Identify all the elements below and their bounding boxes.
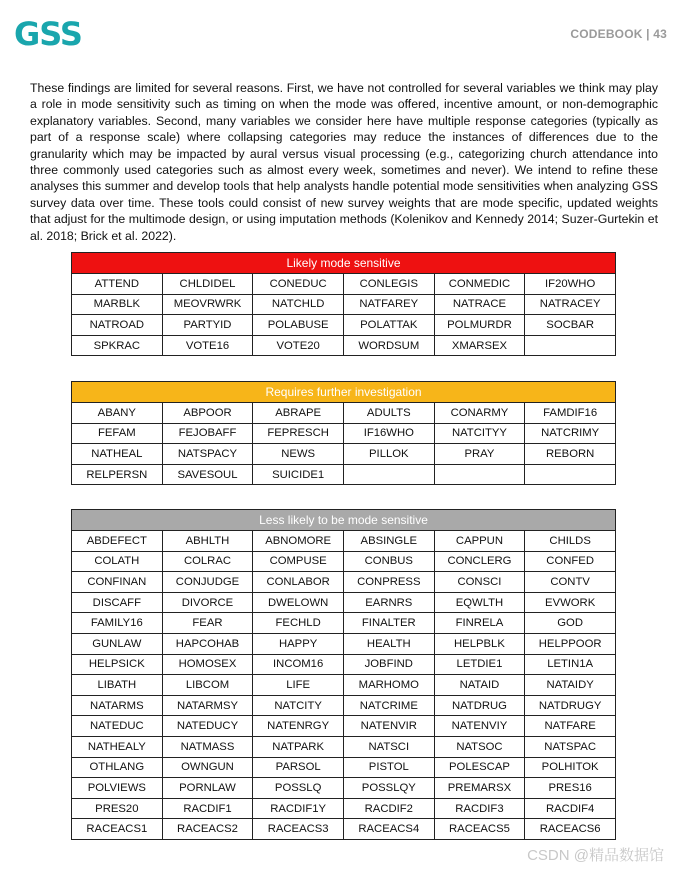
variable-cell: RACDIF3 [434,798,525,819]
variable-cell: NATHEALY [72,736,163,757]
table-row [72,613,616,634]
variable-cell: GOD [525,613,616,634]
table-row [72,819,616,840]
table-row [72,531,616,552]
table-row [72,423,616,444]
variable-cell: NATEDUCY [162,716,253,737]
variable-cell: REBORN [525,444,616,465]
variable-cell: NATENVIY [434,716,525,737]
variable-cell: ABANY [72,403,163,424]
variable-cell: WORDSUM [343,335,434,356]
variable-cell: NATDRUG [434,695,525,716]
variable-cell: PRAY [434,444,525,465]
variable-cell [343,464,434,485]
further-investigation-table [71,381,616,485]
variable-cell: SPKRAC [72,335,163,356]
watermark: CSDN @精品数据馆 [527,847,664,864]
body-paragraph: These findings are limited for several reasons. First, we have not controlled for several variables we think may play a role in mode sensitivity such as timing on when the mode was offered, incentive amount, or non-demographic explanatory variables. Second, many variables we consider here have multiple response categories (typically as part of a response scale) where collapsing categories may reduce the instances of differences due to the granularity which may be impacted by aural versus visual processing (e.g., categorizing church attendance into three commonly used categories such as almost every week, sometimes and never). We intend to refine these analyses this summer and develop tools that help analysts handle potential mode sensitivities when analyzing GSS survey data over time. These tools could consist of new survey weights that are mode specific, updated weights that adjust for the multimode design, or using imputation methods (Kolenikov and Kennedy 2014; Suzer-Gurtekin et al. 2018; Brick et al. 2022). [30,81,658,243]
table-row [72,757,616,778]
variable-cell: SOCBAR [525,315,616,336]
variable-cell: RACEACS3 [253,819,344,840]
table-row [72,654,616,675]
table-row [72,798,616,819]
table-row [72,633,616,654]
variable-cell: ABRAPE [253,403,344,424]
table-row [72,736,616,757]
table-title: Requires further investigation [72,382,616,403]
variable-cell: HOMOSEX [162,654,253,675]
variable-cell: CONARMY [434,403,525,424]
variable-cell: MEOVRWRK [162,294,253,315]
variable-cell: CONEDUC [253,274,344,295]
variable-cell: NATENRGY [253,716,344,737]
variable-cell: ADULTS [343,403,434,424]
variable-cell: CONLABOR [253,572,344,593]
table-row [72,444,616,465]
variable-cell [525,464,616,485]
variable-cell: RACEACS4 [343,819,434,840]
variable-cell: NATFAREY [343,294,434,315]
variable-cell: NATCRIMY [525,423,616,444]
table-row [72,716,616,737]
variable-cell: CHILDS [525,531,616,552]
variable-cell: PISTOL [343,757,434,778]
variable-cell: MARHOMO [343,675,434,696]
variable-cell: NATDRUGY [525,695,616,716]
variable-cell: VOTE20 [253,335,344,356]
variable-cell: PARTYID [162,315,253,336]
variable-cell: POLABUSE [253,315,344,336]
variable-cell: LETDIE1 [434,654,525,675]
gss-logo: GSS [14,15,82,53]
variable-cell: HELPSICK [72,654,163,675]
variable-cell: COMPUSE [253,551,344,572]
variable-cell: COLRAC [162,551,253,572]
variable-cell: NATMASS [162,736,253,757]
page-label: CODEBOOK | 43 [570,27,667,41]
variable-cell: RACEACS6 [525,819,616,840]
variable-cell: ABPOOR [162,403,253,424]
variable-cell: EVWORK [525,592,616,613]
variable-cell: INCOM16 [253,654,344,675]
table-row [72,695,616,716]
variable-cell: HAPPY [253,633,344,654]
variable-cell: FECHLD [253,613,344,634]
variable-cell: CONSCI [434,572,525,593]
variable-cell: FEFAM [72,423,163,444]
table-row [72,551,616,572]
variable-cell: CAPPUN [434,531,525,552]
variable-cell: PRES20 [72,798,163,819]
variable-cell: POLVIEWS [72,778,163,799]
variable-cell: MARBLK [72,294,163,315]
variable-cell: NATRACE [434,294,525,315]
table-row [72,778,616,799]
variable-cell: POSSLQ [253,778,344,799]
variable-cell: CONFED [525,551,616,572]
variable-cell: CONJUDGE [162,572,253,593]
variable-cell: RACDIF1Y [253,798,344,819]
variable-cell: FINRELA [434,613,525,634]
variable-cell: HELPBLK [434,633,525,654]
variable-cell: NATAIDY [525,675,616,696]
variable-cell: LETIN1A [525,654,616,675]
variable-cell: EQWLTH [434,592,525,613]
variable-cell: FAMDIF16 [525,403,616,424]
less-likely-mode-sensitive-table [71,509,616,840]
variable-cell: JOBFIND [343,654,434,675]
table-row [72,675,616,696]
variable-cell: RACEACS5 [434,819,525,840]
variable-cell: NATARMSY [162,695,253,716]
variable-cell: POSSLQY [343,778,434,799]
variable-cell: OWNGUN [162,757,253,778]
table-row [72,592,616,613]
variable-cell: FEJOBAFF [162,423,253,444]
variable-cell: FEPRESCH [253,423,344,444]
variable-cell: PARSOL [253,757,344,778]
variable-cell: NATHEAL [72,444,163,465]
variable-cell: OTHLANG [72,757,163,778]
variable-cell: HAPCOHAB [162,633,253,654]
variable-cell: CONFINAN [72,572,163,593]
variable-cell: LIFE [253,675,344,696]
variable-cell: CONLEGIS [343,274,434,295]
variable-cell: FAMILY16 [72,613,163,634]
variable-cell: RACEACS1 [72,819,163,840]
variable-cell: ATTEND [72,274,163,295]
variable-cell: ABNOMORE [253,531,344,552]
variable-cell: VOTE16 [162,335,253,356]
variable-cell: RACDIF2 [343,798,434,819]
variable-cell: NATFARE [525,716,616,737]
variable-cell: CONCLERG [434,551,525,572]
variable-cell: FINALTER [343,613,434,634]
table-row [72,274,616,295]
variable-cell: ABSINGLE [343,531,434,552]
variable-cell: DISCAFF [72,592,163,613]
variable-cell: IF20WHO [525,274,616,295]
variable-cell: PORNLAW [162,778,253,799]
variable-cell: COLATH [72,551,163,572]
variable-cell: FEAR [162,613,253,634]
variable-cell: PILLOK [343,444,434,465]
variable-cell: NATEDUC [72,716,163,737]
variable-cell: NATARMS [72,695,163,716]
variable-cell: HEALTH [343,633,434,654]
table-row [72,403,616,424]
variable-cell: LIBATH [72,675,163,696]
variable-cell: NATENVIR [343,716,434,737]
variable-cell: NATRACEY [525,294,616,315]
variable-cell: CONTV [525,572,616,593]
variable-cell: NATSPAC [525,736,616,757]
variable-cell: RACDIF4 [525,798,616,819]
variable-cell: NATPARK [253,736,344,757]
variable-cell: XMARSEX [434,335,525,356]
variable-cell: SUICIDE1 [253,464,344,485]
variable-cell: POLHITOK [525,757,616,778]
variable-cell: CONBUS [343,551,434,572]
table-title: Less likely to be mode sensitive [72,510,616,531]
variable-cell: PRES16 [525,778,616,799]
table-title: Likely mode sensitive [72,253,616,274]
variable-cell: ABDEFECT [72,531,163,552]
variable-cell: LIBCOM [162,675,253,696]
table-row [72,315,616,336]
variable-cell: IF16WHO [343,423,434,444]
variable-cell: NATROAD [72,315,163,336]
variable-cell: NATSCI [343,736,434,757]
variable-cell: HELPPOOR [525,633,616,654]
table-row [72,335,616,356]
variable-cell: RACDIF1 [162,798,253,819]
variable-cell: PREMARSX [434,778,525,799]
variable-cell: EARNRS [343,592,434,613]
variable-cell: NEWS [253,444,344,465]
variable-cell: CHLDIDEL [162,274,253,295]
variable-cell: GUNLAW [72,633,163,654]
variable-cell: POLESCAP [434,757,525,778]
variable-cell: DWELOWN [253,592,344,613]
likely-mode-sensitive-table [71,252,616,356]
variable-cell: SAVESOUL [162,464,253,485]
variable-cell: POLMURDR [434,315,525,336]
variable-cell: NATSOC [434,736,525,757]
variable-cell: NATCITYY [434,423,525,444]
table-row [72,294,616,315]
variable-cell: NATCITY [253,695,344,716]
table-row [72,572,616,593]
variable-cell [434,464,525,485]
variable-cell [525,335,616,356]
table-row [72,464,616,485]
variable-cell: NATCRIME [343,695,434,716]
variable-cell: RACEACS2 [162,819,253,840]
variable-cell: ABHLTH [162,531,253,552]
variable-cell: POLATTAK [343,315,434,336]
variable-cell: CONMEDIC [434,274,525,295]
variable-cell: NATCHLD [253,294,344,315]
variable-cell: NATSPACY [162,444,253,465]
variable-cell: RELPERSN [72,464,163,485]
variable-cell: CONPRESS [343,572,434,593]
variable-cell: NATAID [434,675,525,696]
variable-cell: DIVORCE [162,592,253,613]
